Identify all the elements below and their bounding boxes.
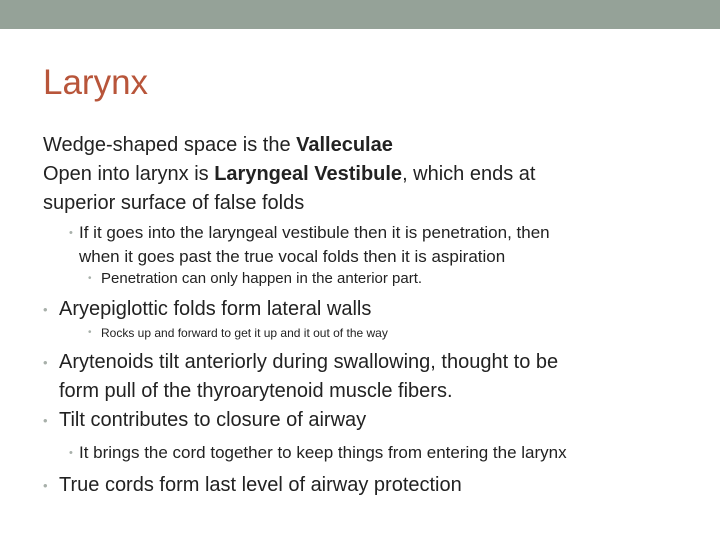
bullet-arytenoids-cont: form pull of the thyroarytenoid muscle fibers. xyxy=(59,380,453,402)
slide-title: Larynx xyxy=(43,63,149,102)
sub-bullet-cord xyxy=(43,441,703,465)
subsub-bullet-anterior xyxy=(43,269,703,289)
bullet-text: Rocks up and forward to get it up and it out of the way xyxy=(101,326,388,340)
bullet-icon: • xyxy=(69,447,73,459)
bullet-text: It brings the cord together to keep things from entering the larynx xyxy=(79,443,567,462)
paragraph-vestibule xyxy=(43,160,703,189)
bullet-true-cords xyxy=(43,471,703,500)
bullet-text: Arytenoids tilt anteriorly during swallowing, thought to be xyxy=(59,351,559,373)
paragraph-text: Wedge-shaped space is the xyxy=(43,134,297,156)
bullet-arytenoids xyxy=(43,348,703,377)
paragraph-text: Open into larynx is xyxy=(43,163,215,185)
slide-body xyxy=(43,131,703,500)
bullet-text: True cords form last level of airway protection xyxy=(59,474,462,496)
paragraph-text: , which ends at xyxy=(402,163,536,185)
bullet-icon: • xyxy=(43,355,48,370)
subsub-bullet-rocks xyxy=(43,324,703,342)
bullet-icon: • xyxy=(43,413,48,428)
term-laryngeal-vestibule: Laryngeal Vestibule xyxy=(214,163,403,185)
bullet-text: Tilt contributes to closure of airway xyxy=(59,409,367,431)
bullet-icon: • xyxy=(43,478,48,493)
bullet-icon: • xyxy=(88,273,92,284)
sub-bullet-penetration xyxy=(43,221,703,245)
bullet-aryepiglottic xyxy=(43,295,703,324)
bullet-text: Penetration can only happen in the anterior part. xyxy=(101,270,423,287)
top-accent-bar xyxy=(0,0,720,29)
sub-bullet-penetration-cont: when it goes past the true vocal folds then it is aspiration xyxy=(79,247,506,266)
bullet-icon: • xyxy=(88,327,92,338)
bullet-icon: • xyxy=(43,302,48,317)
paragraph-valleculae xyxy=(43,131,703,160)
bullet-text: If it goes into the laryngeal vestibule then it is penetration, then xyxy=(79,223,550,242)
bullet-icon: • xyxy=(69,227,73,239)
term-valleculae: Valleculae xyxy=(296,134,393,156)
paragraph-vestibule-cont: superior surface of false folds xyxy=(43,192,305,214)
bullet-tilt xyxy=(43,406,703,435)
bullet-text: Aryepiglottic folds form lateral walls xyxy=(59,298,372,320)
